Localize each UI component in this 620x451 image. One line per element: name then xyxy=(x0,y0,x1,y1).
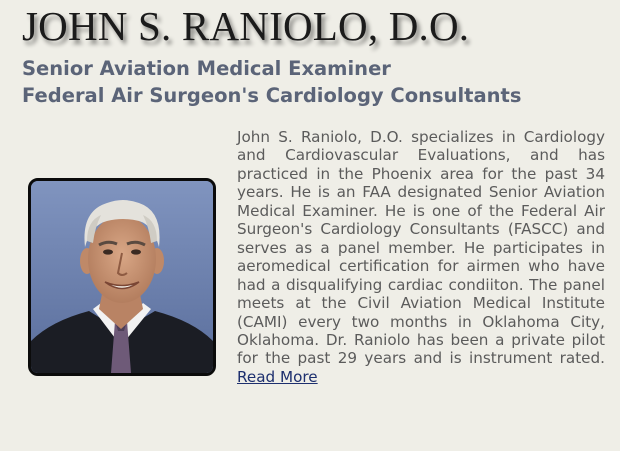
subtitle-aviation-examiner: Senior Aviation Medical Examiner xyxy=(22,57,391,80)
doctor-portrait-photo xyxy=(28,178,216,376)
subtitle-cardiology-consultants: Federal Air Surgeon's Cardiology Consultants xyxy=(22,84,522,107)
doctor-name-heading: JOHN S. RANIOLO, D.O. xyxy=(22,3,470,49)
biography-paragraph xyxy=(237,128,605,386)
biography-text: John S. Raniolo, D.O. specializes in Cardiology and Cardiovascular Evaluations, and has practiced in the Phoenix area for the past 34 years. He is an FAA designated Senior Aviation Medical Examiner. He is one of the Federal Air Surgeon's Cardiology Consultants (FASCC) and serves as a panel member. He participates in aeromedical certification for airmen who have had a disqualifying cardiac condiiton. The panel meets at the Civil Aviation Medical Institute (CAMI) every two months in Oklahoma City, Oklahoma. Dr. Raniolo has been a private pilot for the past 29 years and is instrument rated. xyxy=(237,128,605,368)
read-more-link[interactable]: Read More xyxy=(237,367,318,386)
